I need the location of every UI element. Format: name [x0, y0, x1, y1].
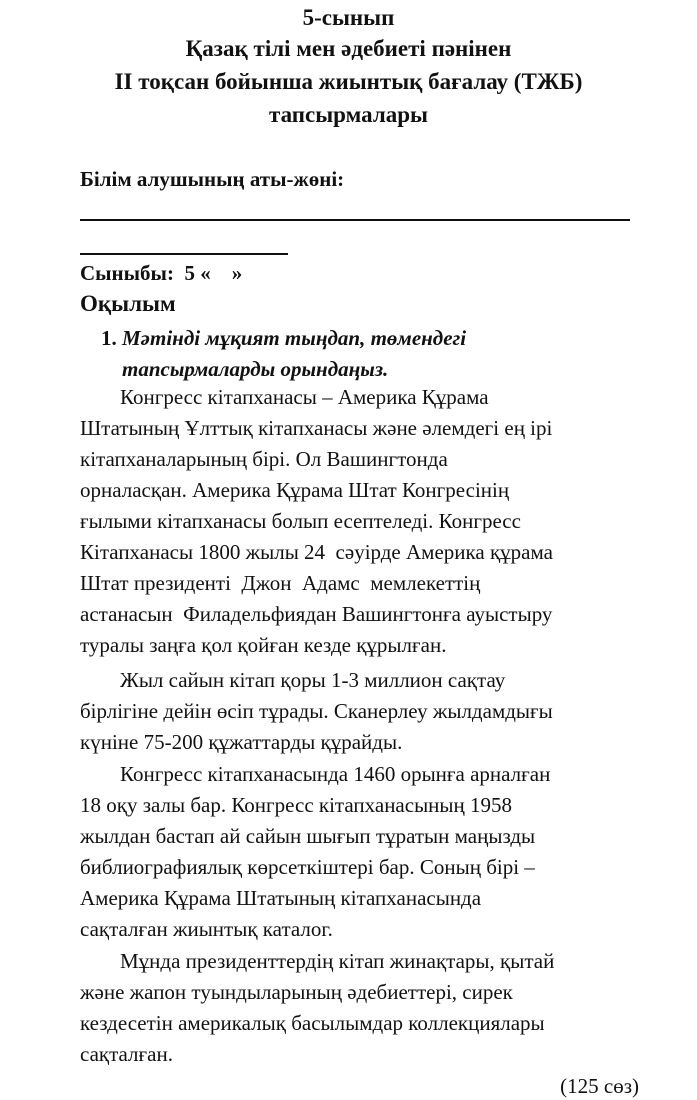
text-line: Штатының Ұлттық кітапханасы және әлемдегі ең ірі — [80, 416, 553, 440]
text-line: күніне 75-200 құжаттарды құрайды. — [80, 730, 403, 754]
text-line: және жапон туындыларының әдебиеттері, сирек — [80, 980, 513, 1004]
text-line: Мұнда президенттердің кітап жинақтары, қытай — [120, 949, 555, 973]
subject-heading: Қазақ тілі мен әдебиеті пәнінен — [185, 36, 512, 61]
text-line: Кітапханасы 1800 жылы 24 сәуірде Америка құрама — [80, 540, 553, 564]
text-line: жылдан бастап ай сайын шығып тұратын маңызды — [80, 824, 536, 848]
text-line: туралы заңға қол қойған кезде құрылған. — [80, 633, 447, 657]
tasks-heading: тапсырмалары — [268, 102, 428, 127]
text-line: бірлігіне дейін өсіп тұрады. Сканерлеу жылдамдығы — [80, 699, 553, 723]
text-line: Штат президенті Джон Адамс мемлекеттің — [80, 571, 481, 595]
text-line: Конгресс кітапханасы – Америка Құрама — [120, 385, 489, 409]
text-line: сақталған жиынтық каталог. — [80, 917, 333, 941]
text-line: сақталған. — [80, 1042, 173, 1066]
paragraph-1 — [80, 382, 640, 661]
paragraph-2 — [80, 665, 640, 758]
name-answer-line[interactable] — [80, 219, 630, 221]
word-count: (125 сөз) — [560, 1074, 639, 1098]
text-line: ғылыми кітапханасы болып есептеледі. Конгресс — [80, 509, 521, 533]
name-answer-line-short[interactable] — [80, 253, 288, 255]
task-instruction-line-1: Мәтінді мұқият тыңдап, төмендегі — [122, 326, 467, 350]
paragraph-4 — [80, 946, 640, 1070]
task-number: 1. — [101, 326, 117, 350]
assessment-heading: ІІ тоқсан бойынша жиынтық бағалау (ТЖБ) — [114, 69, 583, 94]
class-label: Сыныбы: 5 « » — [80, 261, 243, 285]
text-line: 18 оқу залы бар. Конгресс кітапханасының 1958 — [80, 793, 513, 817]
text-line: астанасын Филадельфиядан Вашингтонға ауыстыру — [80, 602, 553, 626]
text-line: Конгресс кітапханасында 1460 орынға арналған — [120, 762, 551, 786]
text-line: Жыл сайын кітап қоры 1-3 миллион сақтау — [120, 668, 506, 692]
text-line: орналасқан. Америка Құрама Штат Конгресінің — [80, 478, 510, 502]
grade-heading: 5-сынып — [302, 5, 395, 30]
text-line: библиографиялық көрсеткіштері бар. Соның бірі – — [80, 855, 535, 879]
task-instruction-line-2: тапсырмаларды орындаңыз. — [122, 357, 389, 381]
paragraph-3 — [80, 759, 640, 945]
text-line: Америка Құрама Штатының кітапханасында — [80, 886, 482, 910]
student-name-label: Білім алушының аты-жөні: — [80, 167, 345, 191]
section-title: Оқылым — [80, 291, 176, 316]
text-line: кездесетін америкалық басылымдар коллекциялары — [80, 1011, 545, 1035]
text-line: кітапханаларының бірі. Ол Вашингтонда — [80, 447, 448, 471]
